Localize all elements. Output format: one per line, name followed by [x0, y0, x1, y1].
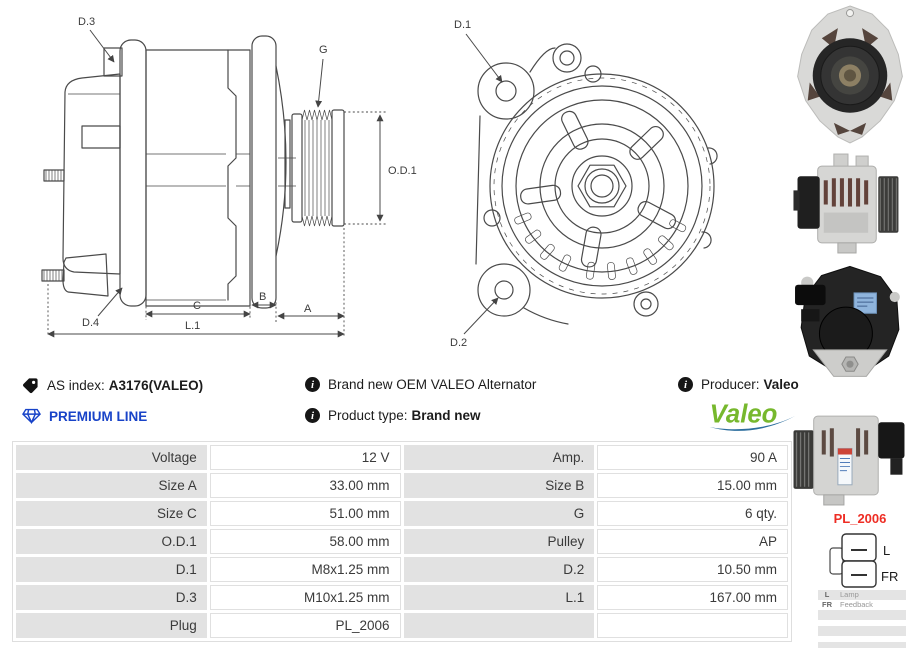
product-type-value: Brand new — [411, 408, 481, 423]
info-icon: i — [305, 377, 320, 392]
spec-label: Amp. — [404, 445, 595, 470]
table-row — [16, 529, 788, 554]
valeo-logo — [706, 396, 798, 439]
legend-desc — [836, 626, 906, 636]
info-icon: i — [305, 408, 320, 423]
product-photo-rear[interactable] — [793, 262, 907, 395]
spec-label: Size A — [16, 473, 207, 498]
spec-value: 12 V — [210, 445, 401, 470]
legend-desc — [836, 610, 906, 620]
table-row — [16, 585, 788, 610]
spec-value: 15.00 mm — [597, 473, 788, 498]
product-photo-side-right[interactable] — [793, 396, 907, 514]
plug-legend — [818, 590, 906, 648]
spec-value: 58.00 mm — [210, 529, 401, 554]
spec-value: M10x1.25 mm — [210, 585, 401, 610]
info-icon: i — [678, 377, 693, 392]
plug-name: PL_2006 — [833, 511, 887, 526]
producer-line — [678, 377, 799, 392]
table-row — [16, 557, 788, 582]
tag-icon — [22, 377, 39, 394]
alternator-side-view-drawing — [30, 8, 430, 356]
spec-label: D.1 — [16, 557, 207, 582]
legend-code — [818, 610, 836, 620]
table-row — [16, 501, 788, 526]
plug-pin-fr-label: FR — [881, 569, 899, 584]
as-index-label: AS index: — [47, 378, 105, 393]
spec-value: M8x1.25 mm — [210, 557, 401, 582]
spec-value: 51.00 mm — [210, 501, 401, 526]
spec-label: Pulley — [404, 529, 595, 554]
spec-label: Voltage — [16, 445, 207, 470]
rear-bolt-top — [44, 170, 64, 181]
spec-label: D.3 — [16, 585, 207, 610]
product-type-label: Product type: — [328, 408, 408, 423]
spec-label: Size C — [16, 501, 207, 526]
spec-table — [12, 441, 792, 642]
spec-value: 6 qty. — [597, 501, 788, 526]
plug-pin-l-label: L — [883, 543, 891, 558]
legend-row — [818, 610, 906, 620]
plug-diagram — [828, 531, 902, 594]
legend-code — [818, 642, 836, 648]
premium-line-badge — [22, 408, 147, 424]
spec-value: PL_2006 — [210, 613, 401, 638]
spec-value: 33.00 mm — [210, 473, 401, 498]
spec-label: Size B — [404, 473, 595, 498]
label-d2: D.2 — [450, 337, 468, 349]
diamond-icon — [22, 408, 41, 424]
legend-row — [818, 642, 906, 648]
alternator-front-view-drawing — [440, 8, 740, 353]
spec-label: O.D.1 — [16, 529, 207, 554]
table-row — [16, 613, 788, 638]
spec-value: 167.00 mm — [597, 585, 788, 610]
spec-value — [597, 613, 788, 638]
fan-spokes — [520, 109, 678, 268]
product-photo-front[interactable] — [793, 4, 907, 152]
pulley-drawing — [292, 110, 344, 226]
as-index-value: A3176(VALEO) — [108, 378, 204, 393]
legend-desc — [836, 642, 906, 648]
legend-row — [818, 600, 906, 610]
valeo-logo-text: Valeo — [709, 400, 778, 429]
brand-new-text: Brand new OEM VALEO Alternator — [328, 377, 537, 392]
label-l1: L.1 — [185, 320, 201, 332]
producer-value: Valeo — [763, 377, 799, 392]
label-b: B — [259, 291, 267, 303]
spec-label: Plug — [16, 613, 207, 638]
spec-label: D.2 — [404, 557, 595, 582]
producer-label: Producer: — [701, 377, 760, 392]
legend-desc: Feedback — [840, 600, 873, 609]
label-d1: D.1 — [454, 19, 472, 31]
legend-code: FR — [822, 600, 832, 609]
label-d3: D.3 — [78, 16, 96, 28]
legend-code — [818, 626, 836, 636]
rear-bolt-bottom — [42, 270, 64, 281]
spec-label — [404, 613, 595, 638]
premium-line-label: PREMIUM LINE — [49, 408, 148, 424]
label-g: G — [319, 44, 328, 56]
label-a: A — [304, 303, 312, 315]
spec-value: AP — [597, 529, 788, 554]
legend-row — [818, 626, 906, 636]
brand-new-line — [305, 377, 536, 392]
product-type-line — [305, 408, 481, 423]
spec-value: 10.50 mm — [597, 557, 788, 582]
legend-row — [818, 590, 906, 600]
label-d4: D.4 — [82, 317, 100, 329]
legend-desc: Lamp — [840, 590, 859, 599]
product-photo-side-left[interactable] — [793, 150, 907, 261]
spec-value: 90 A — [597, 445, 788, 470]
label-c: C — [193, 300, 201, 312]
table-row — [16, 473, 788, 498]
legend-code: L — [824, 590, 830, 599]
label-od1: O.D.1 — [388, 165, 417, 177]
spec-label: L.1 — [404, 585, 595, 610]
as-index — [22, 377, 203, 394]
table-row — [16, 445, 788, 470]
spec-label: G — [404, 501, 595, 526]
